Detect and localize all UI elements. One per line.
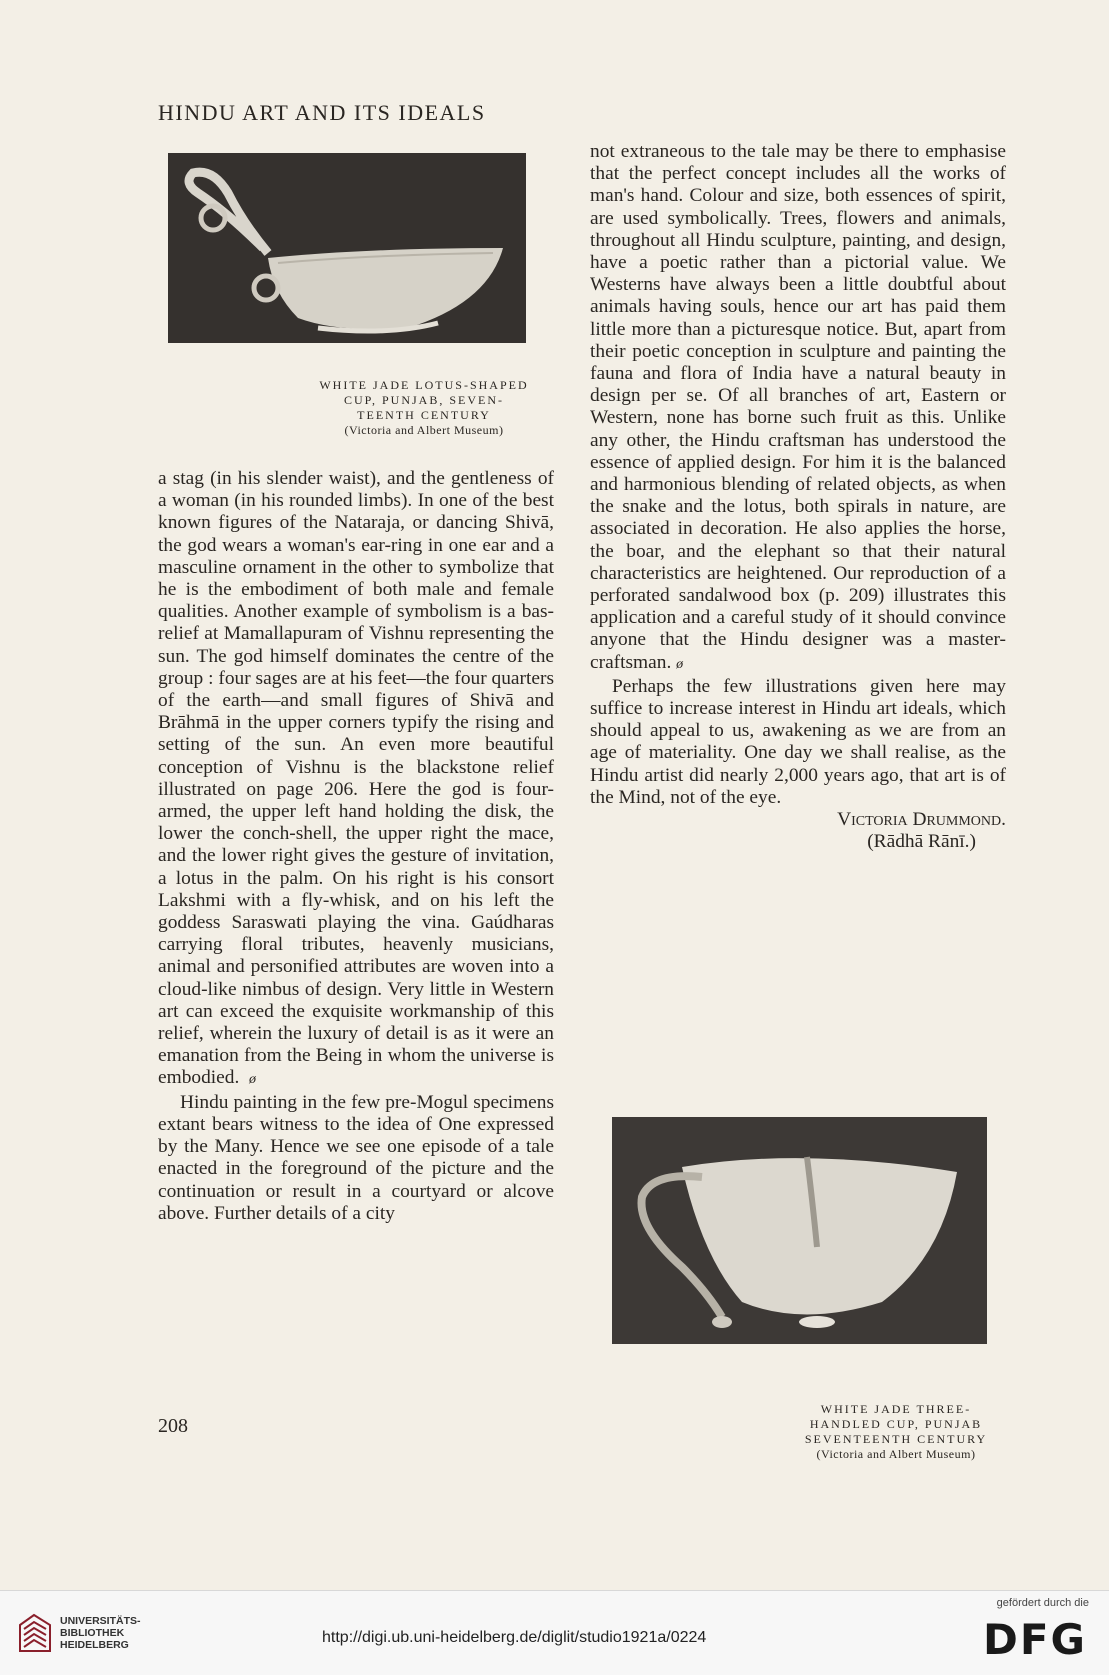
caption-line: CUP, PUNJAB, SEVEN-: [343, 393, 505, 407]
caption-line: WHITE JADE THREE-: [820, 1402, 972, 1416]
paragraph: [590, 141, 1006, 676]
library-name-line: BIBLIOTHEK: [60, 1627, 125, 1639]
caption-line: TEENTH CENTURY: [357, 408, 491, 422]
section-mark: ø: [676, 656, 684, 672]
figure-three-handled-cup-caption: [780, 1402, 1012, 1462]
section-mark: ø: [249, 1072, 257, 1088]
dfg-logo: DFG: [982, 1615, 1087, 1664]
paragraph-text: not extraneous to the tale may be there to emphasise that the perfect concept includes all the works of man's hand. Colour and size, both essences of spirit, are used symbolically. Trees, flowers and animals, throughout all Hindu sculpture, painting, and design, have a poetic rather than a pictorial value. We Westerns have always been a little doubtful about animals having souls, hence our art has paid them little more than a picturesque notice. But, apart from their poetic conception in sculpture and painting the fauna and flora of India have a natural beauty in design per se. Of all branches of art, Eastern or Western, none has borne such fruit as this. Unlike any other, the Hindu craftsman has understood the essence of applied design. For him it is the balanced and harmonious blending of related objects, as when the snake and the lotus, both spirals in nature, are associated in decoration. He also applies the horse, the boar, and the elephant so that their natural characteristics are heightened. Our reproduction of a perforated sandalwood box (p. 209) illustrates this application and a careful study of it should convince anyone that the Hindu designer was a master-craftsman.: [590, 141, 1006, 673]
library-name: [60, 1615, 141, 1651]
figure-lotus-cup: [168, 153, 526, 343]
digitization-footer: [0, 1590, 1109, 1675]
three-handled-cup-image: [612, 1117, 987, 1344]
figure-three-handled-cup: [612, 1117, 987, 1344]
library-name-line: HEIDELBERG: [60, 1639, 129, 1651]
author-pseudonym: (Rādhā Rānī.): [867, 831, 976, 853]
author-signature: Victoria Drummond.: [837, 809, 1006, 831]
caption-line: HANDLED CUP, PUNJAB: [809, 1417, 983, 1431]
running-head: HINDU ART AND ITS IDEALS: [158, 100, 486, 125]
right-column: [590, 141, 1006, 854]
paragraph: Hindu painting in the few pre-Mogul specimens extant bears witness to the idea of One expressed by the Many. Hence we see one episode of a tale enacted in the foreground of the picture and the continuation or result in a courtyard or alcove above. Further details of a city: [158, 1091, 554, 1224]
permalink[interactable]: http://digi.ub.uni-heidelberg.de/diglit/studio1921a/0224: [322, 1629, 707, 1646]
caption-credit: (Victoria and Albert Museum): [344, 423, 504, 437]
paragraph: Perhaps the few illustrations given here may suffice to increase interest in Hindu art ideals, which should appeal to us, awakening as we are from an age of materiality. One day we shall realise, as the Hindu artist did nearly 2,000 years ago, that art is of the Mind, not of the eye.: [590, 675, 1006, 808]
library-name-line: UNIVERSITÄTS-: [60, 1615, 141, 1627]
left-column: [158, 468, 554, 1225]
paragraph-text: a stag (in his slender waist), and the gentleness of a woman (in his rounded limbs). In one of the best known figures of the Nataraja, or dancing Shivā, the god wears a woman's ear-ring in one ear and a masculine ornament in the other to symbolize that he is the embodiment of both male and female qualities. Another example of symbolism is a bas-relief at Mamallapuram of Vishnu representing the sun. The god himself dominates the centre of the group : four sages are at his feet—the four quarters of the earth—and small figures of Shivā and Brāhmā in the upper corners typify the rising and setting of the sun. An even more beautiful conception of Vishnu is the blackstone relief illustrated on page 206. Here the god is four-armed, the upper left hand holding the disk, the lower the conch-shell, the upper right the mace, and the lower right gives the gesture of invitation, a lotus in the palm. On his right is his consort Lakshmi with a fly-whisk, and on his left the goddess Saraswati playing the vina. Gaúdharas carrying floral tributes, heavenly musicians, animal and personified attributes are woven into a cloud-like nimbus of design. Very little in Western art can exceed the exquisite workmanship of this relief, wherein the luxury of detail is as it were an emanation from the Being in whom the universe is embodied.: [158, 468, 554, 1089]
university-library-logo-icon: [18, 1613, 52, 1653]
caption-line: SEVENTEENTH CENTURY: [804, 1432, 988, 1446]
page-number: 208: [158, 1415, 188, 1437]
lotus-cup-image: [168, 153, 526, 343]
figure-lotus-cup-caption: [315, 378, 533, 438]
caption-line: WHITE JADE LOTUS-SHAPED: [319, 378, 529, 392]
caption-credit: (Victoria and Albert Museum): [816, 1447, 976, 1461]
funding-note: gefördert durch die: [996, 1597, 1089, 1609]
paragraph: [158, 468, 554, 1092]
